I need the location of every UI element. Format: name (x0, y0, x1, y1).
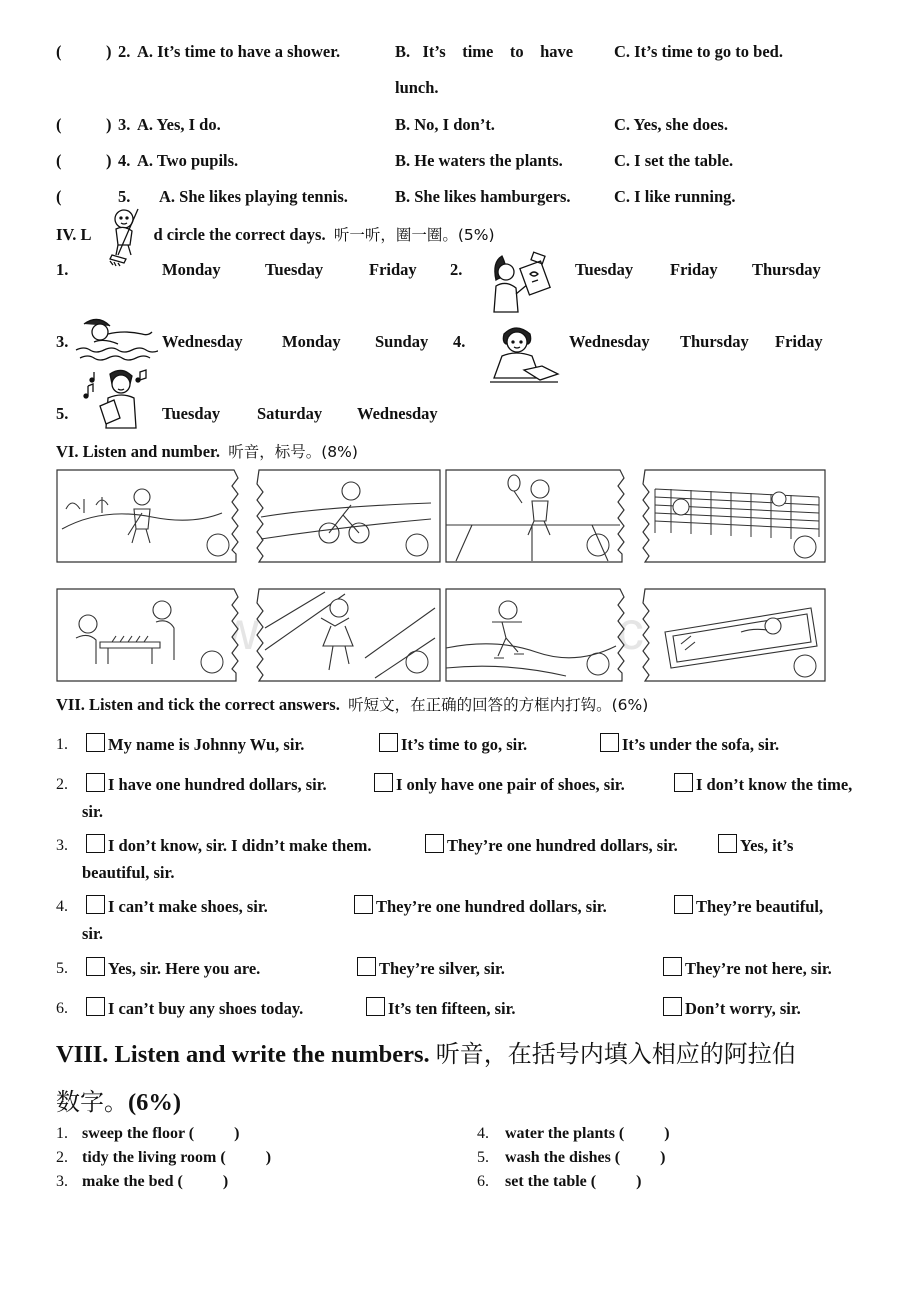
answer-paren-close: ) (106, 115, 112, 134)
picture-card-hiking (56, 469, 242, 563)
item-number: 6. (477, 1173, 489, 1190)
answer-option[interactable]: They’re beautiful, (674, 895, 823, 917)
checkbox[interactable] (354, 895, 373, 914)
picture-card-cycling (255, 469, 441, 563)
question-number: 4. (118, 151, 131, 170)
checkbox[interactable] (86, 834, 105, 853)
question-number: 3. (118, 115, 131, 134)
item-number: 3. (56, 1173, 68, 1190)
item-number: 1. (56, 1125, 68, 1142)
answer-option[interactable]: Don’t worry, sir. (663, 997, 801, 1019)
item-number: 2. (56, 1149, 68, 1166)
answer-option[interactable]: I don’t know, sir. I didn’t make them. (86, 834, 371, 856)
option-b: B. He waters the plants. (395, 151, 563, 170)
picture-card-badminton-net (641, 469, 827, 563)
girl-painting-icon (488, 250, 554, 316)
day-option[interactable]: Thursday (680, 332, 749, 351)
answer-option[interactable]: My name is Johnny Wu, sir. (86, 733, 304, 755)
section-iv-title: IV. L d circle the correct days. 听一听，圈一圈。(5%) (56, 225, 495, 244)
checkbox[interactable] (600, 733, 619, 752)
option-continuation: sir. (82, 802, 103, 821)
item-number: 5. (56, 404, 69, 423)
section-vi-title: VI. Listen and number. 听音，标号。(8%) (56, 442, 358, 461)
write-item[interactable]: set the table ( ) (505, 1173, 642, 1190)
day-option[interactable]: Wednesday (162, 332, 243, 351)
section-viii-title-line2: 数字。(6%) (56, 1088, 182, 1116)
option-a: A. Yes, I do. (137, 115, 221, 134)
picture-card-badminton (442, 469, 628, 563)
day-option[interactable]: Monday (162, 260, 221, 279)
picture-card-skating (442, 588, 628, 682)
boy-swimming-icon (74, 312, 158, 362)
day-option[interactable]: Tuesday (575, 260, 634, 279)
write-item[interactable]: make the bed ( ) (82, 1173, 229, 1190)
question-number: 2. (118, 42, 131, 61)
day-option[interactable]: Tuesday (162, 404, 221, 423)
write-item[interactable]: sweep the floor ( ) (82, 1125, 240, 1142)
item-number: 6. (56, 1000, 68, 1017)
day-option[interactable]: Thursday (752, 260, 821, 279)
day-option[interactable]: Wednesday (569, 332, 650, 351)
option-continuation: sir. (82, 924, 103, 943)
option-c: C. I like running. (614, 187, 736, 206)
answer-paren-open: ( (56, 187, 62, 206)
checkbox[interactable] (718, 834, 737, 853)
item-number: 1. (56, 736, 68, 753)
checkbox[interactable] (366, 997, 385, 1016)
option-continuation: beautiful, sir. (82, 863, 175, 882)
answer-option[interactable]: They’re silver, sir. (357, 957, 505, 979)
answer-option[interactable]: They’re not here, sir. (663, 957, 832, 979)
day-option[interactable]: Saturday (257, 404, 323, 423)
item-number: 5. (56, 960, 68, 977)
boy-reading-icon (488, 322, 560, 388)
answer-paren-close: ) (106, 42, 112, 61)
boy-singing-icon (82, 366, 152, 432)
checkbox[interactable] (86, 997, 105, 1016)
item-number: 4. (453, 332, 466, 351)
answer-paren-open: ( (56, 151, 62, 170)
item-number: 5. (477, 1149, 489, 1166)
option-b: B. It’s time to have (395, 42, 574, 61)
day-option[interactable]: Tuesday (265, 260, 324, 279)
option-c: C. I set the table. (614, 151, 734, 170)
checkbox[interactable] (663, 997, 682, 1016)
write-item[interactable]: wash the dishes ( ) (505, 1149, 666, 1166)
answer-option[interactable]: They’re one hundred dollars, sir. (354, 895, 607, 917)
answer-paren-open: ( (56, 115, 62, 134)
answer-paren-open: ( (56, 42, 62, 61)
checkbox[interactable] (374, 773, 393, 792)
checkbox[interactable] (86, 895, 105, 914)
checkbox[interactable] (357, 957, 376, 976)
answer-option[interactable]: Yes, it’s (718, 834, 793, 856)
item-number: 3. (56, 837, 68, 854)
write-item[interactable]: tidy the living room ( ) (82, 1149, 272, 1166)
picture-card-dancing (255, 588, 441, 682)
option-a: A. She likes playing tennis. (159, 187, 348, 206)
checkbox[interactable] (86, 733, 105, 752)
option-b: B. She likes hamburgers. (395, 187, 571, 206)
day-option[interactable]: Sunday (375, 332, 429, 351)
picture-card-chess (56, 588, 242, 682)
checkbox[interactable] (674, 895, 693, 914)
section-viii-title: VIII. Listen and write the numbers. 听音，在括号内填入相应的阿拉伯 (56, 1040, 796, 1068)
section-vii-title: VII. Listen and tick the correct answers. 听短文，在正确的回答的方框内打钩。(6%) (56, 695, 649, 714)
checkbox[interactable] (674, 773, 693, 792)
answer-option[interactable]: It’s time to go, sir. (379, 733, 527, 755)
answer-option[interactable]: It’s under the sofa, sir. (600, 733, 779, 755)
item-number: 4. (56, 898, 68, 915)
item-number: 1. (56, 260, 69, 279)
item-number: 4. (477, 1125, 489, 1142)
day-option[interactable]: Friday (670, 260, 718, 279)
day-option[interactable]: Friday (775, 332, 823, 351)
answer-option[interactable]: It’s ten fifteen, sir. (366, 997, 516, 1019)
answer-option[interactable]: I can’t buy any shoes today. (86, 997, 303, 1019)
answer-paren-close: ) (106, 151, 112, 170)
option-c: C. Yes, she does. (614, 115, 728, 134)
answer-option[interactable]: Yes, sir. Here you are. (86, 957, 260, 979)
answer-option[interactable]: They’re one hundred dollars, sir. (425, 834, 678, 856)
option-b: B. No, I don’t. (395, 115, 495, 134)
item-number: 3. (56, 332, 69, 351)
checkbox[interactable] (663, 957, 682, 976)
boy-sweeping-icon (104, 205, 156, 267)
option-c: C. It’s time to go to bed. (614, 42, 783, 61)
answer-option[interactable]: I can’t make shoes, sir. (86, 895, 268, 917)
checkbox[interactable] (379, 733, 398, 752)
option-a: A. Two pupils. (137, 151, 239, 170)
option-a: A. It’s time to have a shower. (137, 42, 341, 61)
option-b-continued: lunch. (395, 78, 439, 97)
answer-option[interactable]: I have one hundred dollars, sir. (86, 773, 327, 795)
answer-option[interactable]: I don’t know the time, (674, 773, 852, 795)
day-option[interactable]: Friday (369, 260, 417, 279)
day-option[interactable]: Wednesday (357, 404, 438, 423)
day-option[interactable]: Monday (282, 332, 341, 351)
checkbox[interactable] (86, 773, 105, 792)
checkbox[interactable] (425, 834, 444, 853)
question-number: 5. (118, 187, 131, 206)
write-item[interactable]: water the plants ( ) (505, 1125, 670, 1142)
answer-option[interactable]: I only have one pair of shoes, sir. (374, 773, 625, 795)
checkbox[interactable] (86, 957, 105, 976)
item-number: 2. (56, 776, 68, 793)
picture-card-swimming-pool (641, 588, 827, 682)
item-number: 2. (450, 260, 463, 279)
